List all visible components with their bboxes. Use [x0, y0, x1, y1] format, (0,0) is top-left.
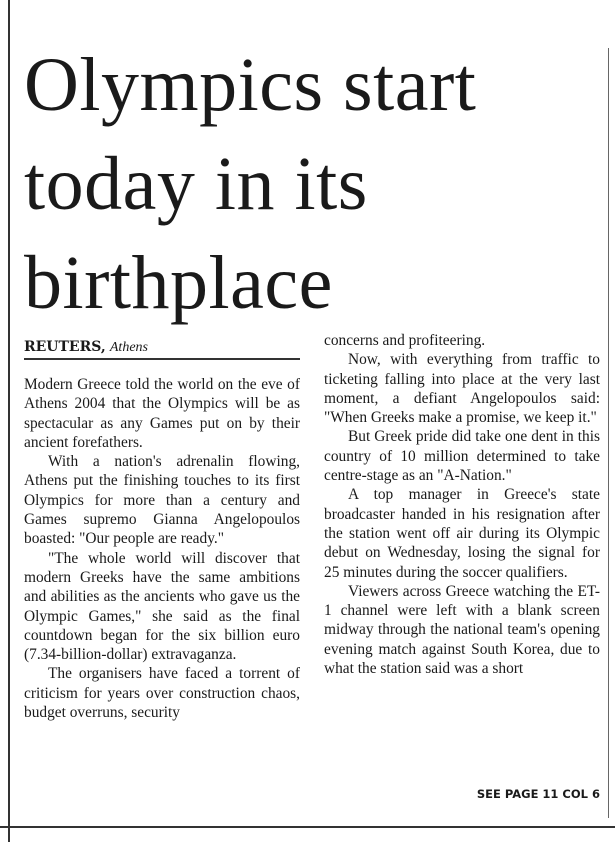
paragraph: Viewers across Greece watching the ET-1 channel were left with a blank screen midway through the national team's opening evening match against South Korea, due to what the station said was a short [324, 582, 600, 678]
paragraph: "The whole world will discover that modern Greeks have the same ambitions and abilities as the ancients who gave us the Olympic Games," she said as the final countdown began for the six billion euro (7.34-billion-dollar) extravaganza. [24, 549, 300, 664]
article-column-2 [324, 331, 600, 678]
paragraph: With a nation's adrenalin flowing, Athens put the finishing touches to its first Olympics for more than a century and Games supremo Gianna Angelopoulos boasted: "Our people are ready." [24, 453, 300, 548]
paragraph: The organisers have faced a torrent of criticism for years over construction chaos, budget overruns, security [24, 665, 300, 722]
byline [24, 338, 300, 357]
right-column-rule [608, 48, 609, 818]
headline-line-2: today in its [24, 142, 368, 226]
headline-line-1: Olympics start [24, 43, 477, 127]
paragraph: Now, with everything from traffic to ticketing falling into place at the very last moment, a defiant Angelopoulos said: "When Greeks make a promise, we keep it." [324, 351, 600, 427]
byline-place: Athens [109, 340, 148, 355]
bottom-rule [0, 826, 615, 828]
paragraph: Modern Greece told the world on the eve of Athens 2004 that the Olympics will be as spectacular as any Games put on by their ancient forefathers. [24, 376, 300, 451]
byline-agency: REUTERS, [24, 339, 106, 355]
continuation-jump-line: SEE PAGE 11 COL 6 [476, 787, 600, 801]
headline [24, 36, 608, 333]
headline-line-3: birthplace [24, 241, 333, 325]
paragraph: concerns and profiteering. [324, 332, 486, 349]
left-column-rule [8, 0, 10, 842]
article-column-1 [24, 375, 300, 722]
byline-rule [24, 358, 300, 360]
paragraph: A top manager in Greece's state broadcaster handed in his resignation after the station went off air during its Olympic debut on Wednesday, losing the signal for 25 minutes during the soccer qualifiers. [324, 486, 600, 581]
paragraph: But Greek pride did take one dent in this country of 10 million determined to take centre-stage as an "A-Nation." [324, 428, 600, 485]
